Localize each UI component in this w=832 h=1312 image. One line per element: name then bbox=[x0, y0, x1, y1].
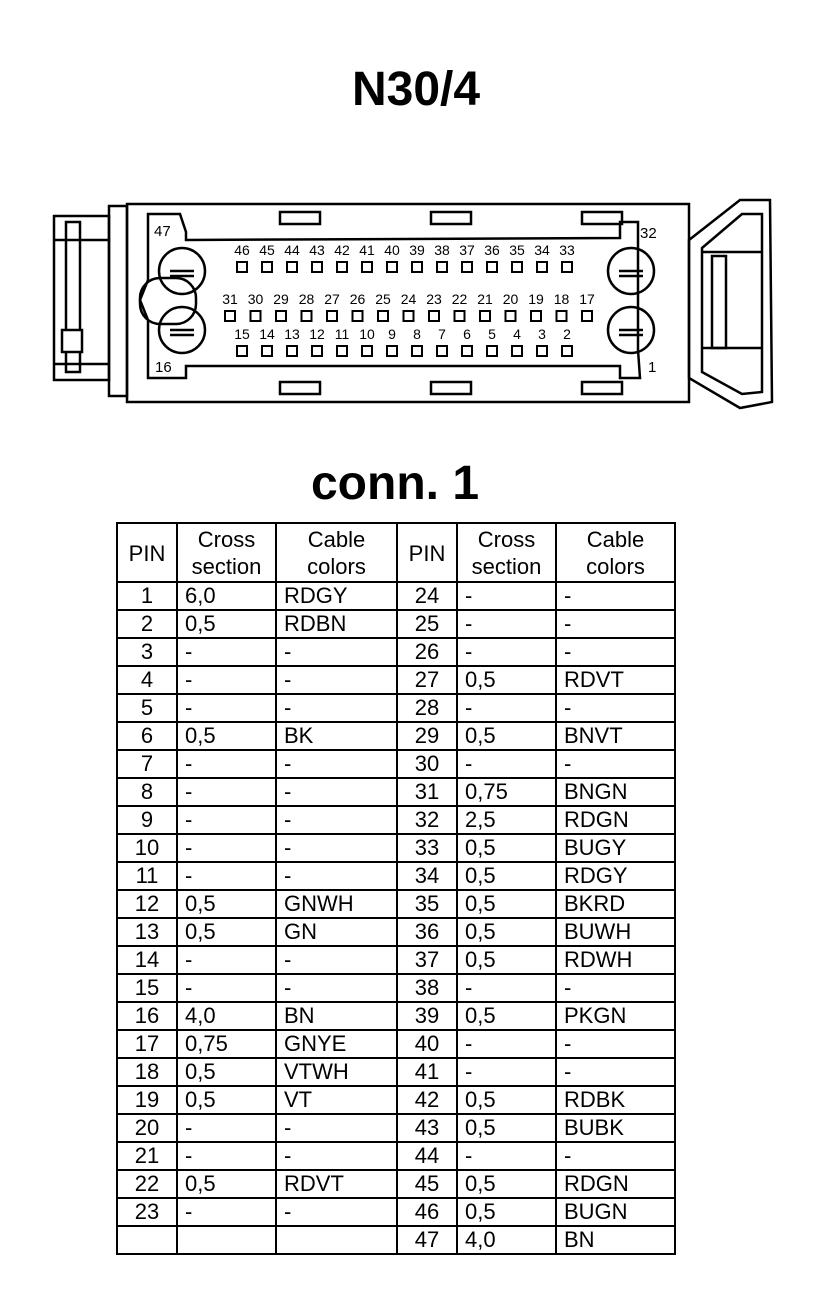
header-cable-colors: Cable colors bbox=[276, 523, 397, 582]
table-row bbox=[117, 778, 675, 806]
table-row bbox=[117, 1030, 675, 1058]
pin-number: 30 bbox=[397, 750, 457, 778]
pin-number: 32 bbox=[397, 806, 457, 834]
cross-section: 6,0 bbox=[177, 582, 276, 610]
table-row bbox=[117, 1002, 675, 1030]
pin-socket bbox=[262, 346, 272, 356]
pin-number: 4 bbox=[117, 666, 177, 694]
cross-section: 0,5 bbox=[457, 722, 556, 750]
pin-socket bbox=[512, 346, 522, 356]
pin-label: 36 bbox=[484, 242, 500, 258]
cable-color: - bbox=[276, 1142, 397, 1170]
table-row bbox=[117, 974, 675, 1002]
pin-socket bbox=[437, 262, 447, 272]
pin-label: 23 bbox=[426, 291, 442, 307]
pin-number: 8 bbox=[117, 778, 177, 806]
pin-number: 44 bbox=[397, 1142, 457, 1170]
pin-socket bbox=[487, 346, 497, 356]
cable-color: RDWH bbox=[556, 946, 675, 974]
pin-socket bbox=[562, 346, 572, 356]
cable-color: - bbox=[276, 862, 397, 890]
cross-section: 0,5 bbox=[177, 1086, 276, 1114]
table-row bbox=[117, 694, 675, 722]
pin-socket bbox=[237, 262, 247, 272]
pin-socket bbox=[337, 262, 347, 272]
cable-color: RDGY bbox=[276, 582, 397, 610]
cross-section: - bbox=[457, 582, 556, 610]
cable-color: RDGY bbox=[556, 862, 675, 890]
cross-section: 0,5 bbox=[457, 890, 556, 918]
cable-color: - bbox=[276, 750, 397, 778]
table-row bbox=[117, 862, 675, 890]
pin-number bbox=[117, 1226, 177, 1254]
cable-color: - bbox=[556, 1058, 675, 1086]
cable-color: - bbox=[276, 638, 397, 666]
cross-section: 0,5 bbox=[177, 890, 276, 918]
cross-section: - bbox=[457, 1058, 556, 1086]
cable-color: BUGY bbox=[556, 834, 675, 862]
pin-label: 13 bbox=[284, 326, 300, 342]
pin-label: 2 bbox=[563, 326, 571, 342]
pin-number: 23 bbox=[117, 1198, 177, 1226]
housing bbox=[109, 204, 689, 402]
pin-label: 45 bbox=[259, 242, 275, 258]
pin-socket bbox=[462, 262, 472, 272]
pin-label: 41 bbox=[359, 242, 375, 258]
cable-color: RDVT bbox=[556, 666, 675, 694]
pin-number: 39 bbox=[397, 1002, 457, 1030]
pin-number: 27 bbox=[397, 666, 457, 694]
cable-color: - bbox=[276, 1198, 397, 1226]
pin-socket bbox=[455, 311, 465, 321]
cross-section: 0,75 bbox=[177, 1030, 276, 1058]
pin-label: 19 bbox=[528, 291, 544, 307]
pin-socket bbox=[537, 262, 547, 272]
cable-color: RDGN bbox=[556, 806, 675, 834]
pin-number: 28 bbox=[397, 694, 457, 722]
cross-section: - bbox=[457, 1030, 556, 1058]
cross-section: 0,5 bbox=[177, 610, 276, 638]
pin-socket bbox=[429, 311, 439, 321]
cable-color: GNWH bbox=[276, 890, 397, 918]
cable-color: - bbox=[556, 638, 675, 666]
pin-number: 3 bbox=[117, 638, 177, 666]
cross-section: - bbox=[177, 862, 276, 890]
cross-section: 0,5 bbox=[457, 946, 556, 974]
cable-color: - bbox=[556, 694, 675, 722]
cross-section: 0,5 bbox=[177, 1058, 276, 1086]
pin-number: 34 bbox=[397, 862, 457, 890]
pin-label: 17 bbox=[579, 291, 595, 307]
cable-color: RDGN bbox=[556, 1170, 675, 1198]
pin-number: 36 bbox=[397, 918, 457, 946]
pin-label: 24 bbox=[400, 291, 417, 307]
pin-socket bbox=[404, 311, 414, 321]
table-row bbox=[117, 1198, 675, 1226]
connector-name: conn. 1 bbox=[310, 457, 480, 510]
header-pin: PIN bbox=[117, 523, 177, 582]
pin-label: 6 bbox=[463, 326, 471, 342]
cross-section: - bbox=[457, 638, 556, 666]
cross-section: - bbox=[177, 666, 276, 694]
cross-section: - bbox=[177, 778, 276, 806]
table-row bbox=[117, 834, 675, 862]
cable-color: - bbox=[276, 666, 397, 694]
cross-section: 0,75 bbox=[457, 778, 556, 806]
pin-table bbox=[116, 522, 676, 1255]
pin-number: 22 bbox=[117, 1170, 177, 1198]
pin-number: 31 bbox=[397, 778, 457, 806]
cross-section: 2,5 bbox=[457, 806, 556, 834]
pin-socket bbox=[437, 346, 447, 356]
pin-label: 33 bbox=[559, 242, 575, 258]
cable-color: - bbox=[556, 974, 675, 1002]
pin-label: 12 bbox=[309, 326, 325, 342]
cross-section: - bbox=[177, 1198, 276, 1226]
pin-socket bbox=[362, 262, 372, 272]
table-row bbox=[117, 666, 675, 694]
pin-number: 5 bbox=[117, 694, 177, 722]
corner-label-top-right: 32 bbox=[640, 225, 657, 242]
pin-socket bbox=[362, 346, 372, 356]
pin-socket bbox=[337, 346, 347, 356]
pin-label: 4 bbox=[513, 326, 521, 342]
pin-label: 44 bbox=[284, 242, 300, 258]
cable-color: BNGN bbox=[556, 778, 675, 806]
pin-number: 1 bbox=[117, 582, 177, 610]
pin-socket bbox=[327, 311, 337, 321]
cross-section: 0,5 bbox=[457, 834, 556, 862]
pin-number: 7 bbox=[117, 750, 177, 778]
cross-section: - bbox=[457, 610, 556, 638]
header-cable-colors: Cable colors bbox=[556, 523, 675, 582]
pin-label: 14 bbox=[259, 326, 275, 342]
pin-number: 45 bbox=[397, 1170, 457, 1198]
cross-section: - bbox=[457, 1142, 556, 1170]
pin-number: 15 bbox=[117, 974, 177, 1002]
header-cross-section: Cross section bbox=[177, 523, 276, 582]
table-row bbox=[117, 1170, 675, 1198]
cable-color: PKGN bbox=[556, 1002, 675, 1030]
pin-socket bbox=[562, 262, 572, 272]
cross-section: 0,5 bbox=[457, 1114, 556, 1142]
pin-label: 11 bbox=[334, 326, 350, 342]
pin-socket bbox=[312, 346, 322, 356]
pin-number: 40 bbox=[397, 1030, 457, 1058]
cross-section: - bbox=[177, 694, 276, 722]
pin-number: 12 bbox=[117, 890, 177, 918]
pin-number: 24 bbox=[397, 582, 457, 610]
cable-color: BUWH bbox=[556, 918, 675, 946]
pin-socket bbox=[512, 262, 522, 272]
header-cross-section: Cross section bbox=[457, 523, 556, 582]
pin-label: 27 bbox=[324, 291, 340, 307]
pin-number: 33 bbox=[397, 834, 457, 862]
right-latch bbox=[689, 200, 772, 408]
cross-section: - bbox=[457, 974, 556, 1002]
pin-socket bbox=[312, 262, 322, 272]
table-row bbox=[117, 722, 675, 750]
pin-label: 30 bbox=[247, 291, 264, 307]
table-row bbox=[117, 806, 675, 834]
pin-socket bbox=[302, 311, 312, 321]
pin-label: 18 bbox=[553, 291, 570, 307]
pin-number: 16 bbox=[117, 1002, 177, 1030]
cross-section: - bbox=[177, 834, 276, 862]
table-row bbox=[117, 946, 675, 974]
pin-socket bbox=[225, 311, 235, 321]
cable-color: - bbox=[276, 974, 397, 1002]
cable-color: BK bbox=[276, 722, 397, 750]
pin-label: 31 bbox=[222, 291, 238, 307]
cable-color: RDBK bbox=[556, 1086, 675, 1114]
pin-number: 29 bbox=[397, 722, 457, 750]
table-row bbox=[117, 918, 675, 946]
pin-number: 17 bbox=[117, 1030, 177, 1058]
cross-section: - bbox=[177, 946, 276, 974]
pin-socket bbox=[506, 311, 516, 321]
pin-number: 6 bbox=[117, 722, 177, 750]
cross-section: - bbox=[457, 750, 556, 778]
table-row bbox=[117, 1114, 675, 1142]
cross-section: 0,5 bbox=[457, 1086, 556, 1114]
pin-label: 9 bbox=[388, 326, 396, 342]
corner-label-bottom-right: 1 bbox=[648, 359, 657, 376]
pin-socket bbox=[487, 262, 497, 272]
cable-color: - bbox=[276, 778, 397, 806]
pin-socket bbox=[287, 346, 297, 356]
cable-color: - bbox=[556, 610, 675, 638]
cross-section: 0,5 bbox=[457, 1002, 556, 1030]
pin-socket bbox=[353, 311, 363, 321]
pin-number: 9 bbox=[117, 806, 177, 834]
cross-section: - bbox=[177, 750, 276, 778]
cable-color: GNYE bbox=[276, 1030, 397, 1058]
cross-section: 0,5 bbox=[457, 1170, 556, 1198]
pin-label: 22 bbox=[451, 291, 468, 307]
cable-color: BNVT bbox=[556, 722, 675, 750]
pin-label: 40 bbox=[384, 242, 400, 258]
pin-number: 10 bbox=[117, 834, 177, 862]
cable-color: - bbox=[556, 1030, 675, 1058]
cross-section: 0,5 bbox=[177, 722, 276, 750]
pin-socket bbox=[557, 311, 567, 321]
cable-color: - bbox=[276, 806, 397, 834]
cross-section: 0,5 bbox=[177, 1170, 276, 1198]
pin-socket bbox=[251, 311, 261, 321]
pin-label: 43 bbox=[309, 242, 325, 258]
table-row bbox=[117, 890, 675, 918]
pin-number: 41 bbox=[397, 1058, 457, 1086]
pin-label: 35 bbox=[509, 242, 525, 258]
pin-number: 2 bbox=[117, 610, 177, 638]
pin-socket bbox=[412, 346, 422, 356]
pin-socket bbox=[387, 346, 397, 356]
pin-label: 25 bbox=[375, 291, 391, 307]
pin-number: 42 bbox=[397, 1086, 457, 1114]
pin-number: 11 bbox=[117, 862, 177, 890]
cross-section: 4,0 bbox=[457, 1226, 556, 1254]
cable-color: BUGN bbox=[556, 1198, 675, 1226]
pin-number: 26 bbox=[397, 638, 457, 666]
pin-socket bbox=[276, 311, 286, 321]
pin-socket bbox=[462, 346, 472, 356]
cross-section: - bbox=[177, 1142, 276, 1170]
cable-color: GN bbox=[276, 918, 397, 946]
pin-label: 34 bbox=[534, 242, 550, 258]
cable-color: - bbox=[276, 834, 397, 862]
cable-color: - bbox=[276, 1114, 397, 1142]
pin-label: 20 bbox=[502, 291, 519, 307]
pin-socket bbox=[387, 262, 397, 272]
pin-socket bbox=[412, 262, 422, 272]
pin-label: 37 bbox=[459, 242, 475, 258]
pin-socket bbox=[237, 346, 247, 356]
pin-socket bbox=[531, 311, 541, 321]
table-row bbox=[117, 1226, 675, 1254]
pin-number: 35 bbox=[397, 890, 457, 918]
cable-color: - bbox=[556, 750, 675, 778]
cable-color: - bbox=[556, 1142, 675, 1170]
pin-label: 8 bbox=[413, 326, 421, 342]
pin-socket bbox=[287, 262, 297, 272]
cross-section: 0,5 bbox=[457, 918, 556, 946]
pin-socket bbox=[480, 311, 490, 321]
page-title: N30/4 bbox=[351, 63, 481, 116]
table-row bbox=[117, 610, 675, 638]
table-row bbox=[117, 1142, 675, 1170]
cable-color: BN bbox=[556, 1226, 675, 1254]
pin-socket bbox=[582, 311, 592, 321]
pin-number: 38 bbox=[397, 974, 457, 1002]
pin-number: 43 bbox=[397, 1114, 457, 1142]
cross-section: 0,5 bbox=[457, 1198, 556, 1226]
cross-section bbox=[177, 1226, 276, 1254]
table-row bbox=[117, 750, 675, 778]
table-row bbox=[117, 1086, 675, 1114]
cross-section: 0,5 bbox=[457, 862, 556, 890]
table-row bbox=[117, 638, 675, 666]
cross-section: 0,5 bbox=[177, 918, 276, 946]
pin-socket bbox=[537, 346, 547, 356]
pin-number: 25 bbox=[397, 610, 457, 638]
pin-socket bbox=[262, 262, 272, 272]
pin-number: 20 bbox=[117, 1114, 177, 1142]
table-row bbox=[117, 582, 675, 610]
connector-drawing bbox=[0, 190, 832, 420]
pin-number: 19 bbox=[117, 1086, 177, 1114]
pin-label: 7 bbox=[438, 326, 446, 342]
cable-color: BUBK bbox=[556, 1114, 675, 1142]
pin-number: 14 bbox=[117, 946, 177, 974]
cable-color: - bbox=[556, 582, 675, 610]
cable-color: RDVT bbox=[276, 1170, 397, 1198]
corner-label-top-left: 47 bbox=[154, 223, 171, 240]
cable-color: VT bbox=[276, 1086, 397, 1114]
cable-color bbox=[276, 1226, 397, 1254]
cable-color: RDBN bbox=[276, 610, 397, 638]
pin-label: 38 bbox=[434, 242, 450, 258]
pin-label: 15 bbox=[234, 326, 250, 342]
cross-section: - bbox=[177, 638, 276, 666]
corner-label-bottom-left: 16 bbox=[155, 359, 172, 376]
pin-number: 37 bbox=[397, 946, 457, 974]
cable-color: - bbox=[276, 946, 397, 974]
pin-label: 46 bbox=[234, 242, 250, 258]
cross-section: 4,0 bbox=[177, 1002, 276, 1030]
pin-number: 46 bbox=[397, 1198, 457, 1226]
pin-number: 18 bbox=[117, 1058, 177, 1086]
pin-socket bbox=[378, 311, 388, 321]
cable-color: - bbox=[276, 694, 397, 722]
pin-label: 42 bbox=[334, 242, 350, 258]
table-header-row bbox=[117, 523, 675, 582]
cross-section: - bbox=[457, 694, 556, 722]
pin-label: 26 bbox=[349, 291, 366, 307]
left-latch bbox=[54, 216, 109, 380]
table-row bbox=[117, 1058, 675, 1086]
cross-section: 0,5 bbox=[457, 666, 556, 694]
cable-color: BKRD bbox=[556, 890, 675, 918]
pin-number: 21 bbox=[117, 1142, 177, 1170]
pin-label: 21 bbox=[477, 291, 493, 307]
pin-label: 28 bbox=[298, 291, 315, 307]
pin-label: 3 bbox=[538, 326, 546, 342]
cable-color: VTWH bbox=[276, 1058, 397, 1086]
cross-section: - bbox=[177, 806, 276, 834]
header-pin: PIN bbox=[397, 523, 457, 582]
pin-label: 5 bbox=[488, 326, 496, 342]
pin-rows bbox=[222, 242, 595, 356]
pin-label: 39 bbox=[409, 242, 425, 258]
cross-section: - bbox=[177, 974, 276, 1002]
pin-label: 29 bbox=[273, 291, 289, 307]
cross-section: - bbox=[177, 1114, 276, 1142]
pin-label: 10 bbox=[359, 326, 375, 342]
pin-number: 47 bbox=[397, 1226, 457, 1254]
cable-color: BN bbox=[276, 1002, 397, 1030]
pin-number: 13 bbox=[117, 918, 177, 946]
